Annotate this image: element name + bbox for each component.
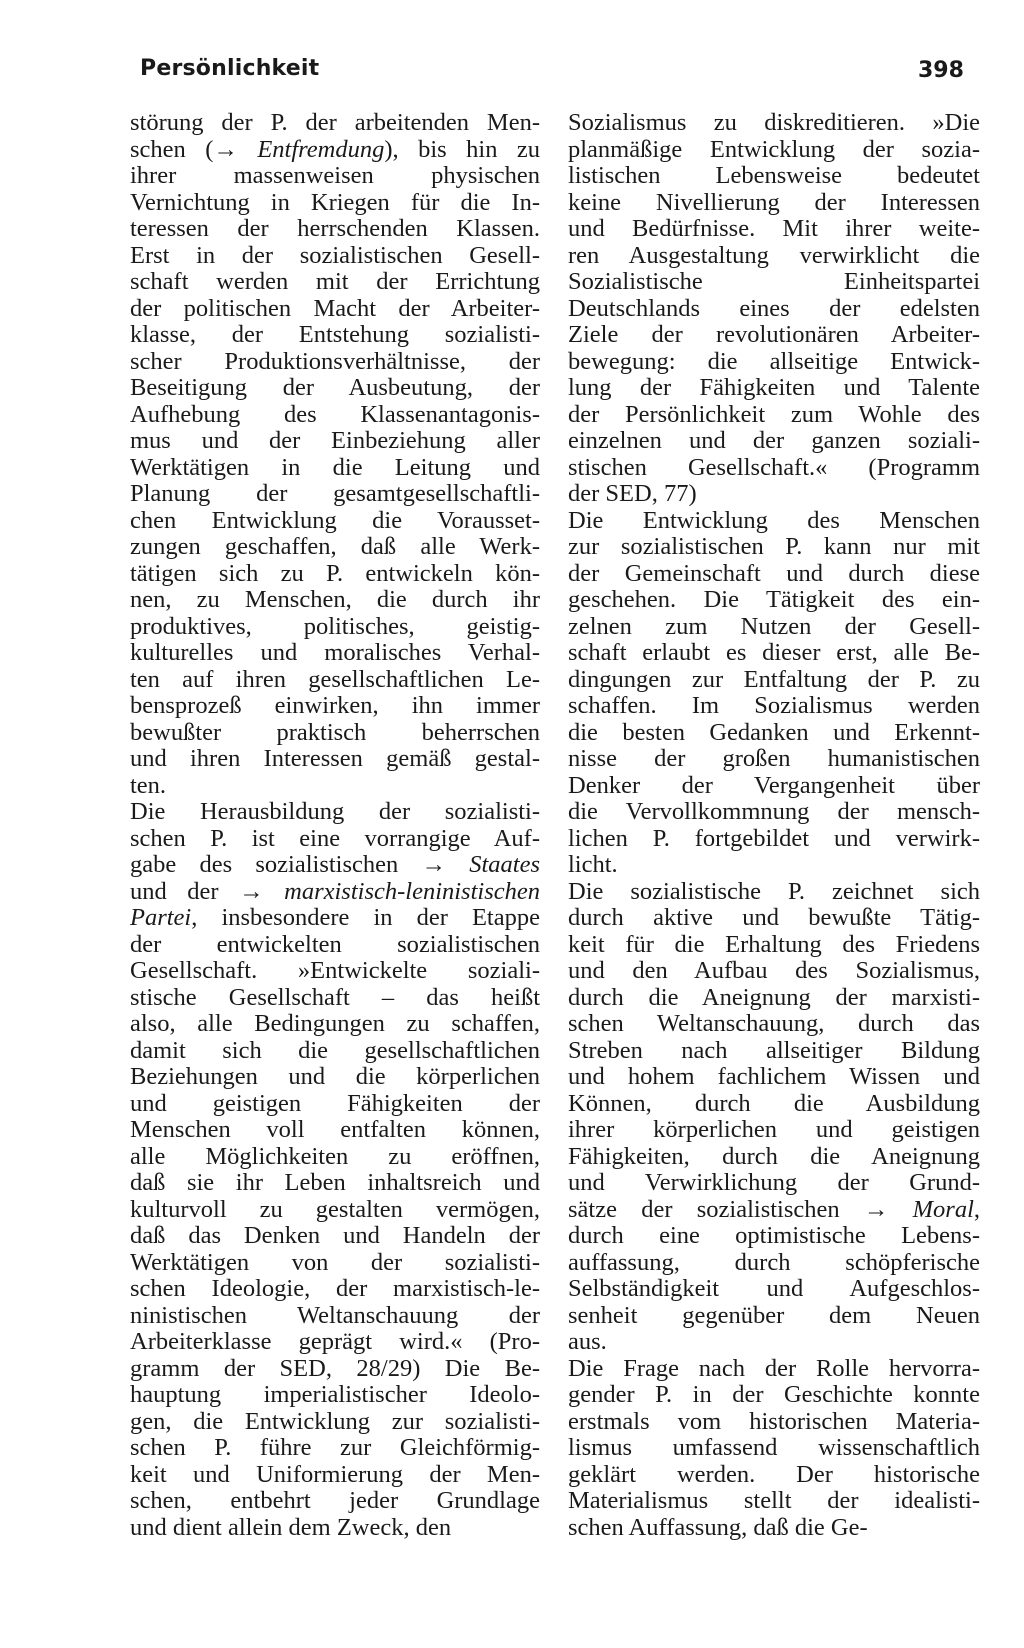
text-line: Deutschlands eines der edelsten: [568, 295, 980, 322]
text-line: die Vervollkommnung der mensch-: [568, 799, 980, 825]
text-line: lung der Fähigkeiten und Talente: [568, 375, 980, 401]
text-line: der politischen Macht der Arbeiter-: [130, 295, 540, 322]
text-line: bewegung: die allseitige Entwick-: [568, 348, 980, 375]
text-line: schen Auffassung, daß die Ge-: [568, 1514, 868, 1541]
text-line: Denker der Vergangenheit über: [568, 772, 980, 799]
text-line: daß sie ihr Leben inhaltsreich und: [130, 1170, 540, 1196]
text-line: scher Produktionsverhältnisse, der: [130, 348, 540, 375]
text-line: geklärt werden. Der historische: [568, 1461, 980, 1488]
text-line: und Verwirklichung der Grund-: [568, 1170, 980, 1196]
text-line: licht.: [568, 852, 618, 878]
text-line: daß das Denken und Handeln der: [130, 1223, 540, 1249]
text-line: also, alle Bedingungen zu schaffen,: [130, 1011, 540, 1037]
text-line: chen Entwicklung die Vorausset-: [130, 507, 540, 534]
text-line: klasse, der Entstehung sozialisti-: [130, 322, 540, 348]
text-line: keit und Uniformierung der Men-: [130, 1461, 540, 1488]
text-line: Aufhebung des Klassenantagonis-: [130, 401, 540, 428]
text-line: kulturelles und moralisches Verhal-: [130, 640, 540, 666]
text-line: Fähigkeiten, durch die Aneignung: [568, 1143, 980, 1170]
text-line: Streben nach allseitiger Bildung: [568, 1037, 980, 1064]
text-line: Materialismus stellt der idealisti-: [568, 1488, 980, 1514]
text-line: durch eine optimistische Lebens-: [568, 1223, 980, 1249]
text-line: stischen Gesellschaft.« (Programm: [568, 454, 980, 481]
text-line: schen P. führe zur Gleichförmig-: [130, 1435, 540, 1461]
text-line: nen, zu Menschen, die durch ihr: [130, 587, 540, 613]
text-line: bensprozeß einwirken, ihn immer: [130, 693, 540, 719]
text-line: Erst in der sozialistischen Gesell-: [130, 242, 540, 269]
text-line: zungen geschaffen, daß alle Werk-: [130, 534, 540, 560]
text-line: störung der P. der arbeitenden Men-: [130, 110, 540, 136]
text-line: auffassung, durch schöpferische: [568, 1249, 980, 1276]
text-line: gramm der SED, 28/29) Die Be-: [130, 1355, 540, 1382]
text-line: Menschen voll entfalten können,: [130, 1117, 540, 1143]
text-line: damit sich die gesellschaftlichen: [130, 1037, 540, 1064]
text-line: gen, die Entwicklung zur sozialisti-: [130, 1408, 540, 1435]
text-line: Planung der gesamtgesellschaftli-: [130, 481, 540, 507]
text-line: Beziehungen und die körperlichen: [130, 1064, 540, 1090]
text-line: gender P. in der Geschichte konnte: [568, 1382, 980, 1408]
text-line: lichen P. fortgebildet und verwirk-: [568, 825, 980, 852]
text-line: alle Möglichkeiten zu eröffnen,: [130, 1143, 540, 1170]
text-line: ren Ausgestaltung verwirklicht die: [568, 242, 980, 269]
text-line: keine Nivellierung der Interessen: [568, 189, 980, 216]
text-line: erstmals vom historischen Materia-: [568, 1408, 980, 1435]
text-line: schen P. ist eine vorrangige Auf-: [130, 825, 540, 852]
text-line: der entwickelten sozialistischen: [130, 931, 540, 958]
text-line: senheit gegenüber dem Neuen: [568, 1302, 980, 1329]
right-text-column: [568, 110, 980, 1541]
text-line: gabe des sozialistischen → Staates: [130, 852, 540, 878]
text-line: mus und der Einbeziehung aller: [130, 428, 540, 454]
text-line: und Bedürfnisse. Mit ihrer weite-: [568, 216, 980, 242]
text-line: lismus umfassend wissenschaftlich: [568, 1435, 980, 1461]
text-line: der Persönlichkeit zum Wohle des: [568, 401, 980, 428]
text-line: geschehen. Die Tätigkeit des ein-: [568, 587, 980, 613]
text-line: Die Frage nach der Rolle hervorra-: [568, 1355, 980, 1382]
text-line: und ihren Interessen gemäß gestal-: [130, 746, 540, 772]
text-line: durch die Aneignung der marxisti-: [568, 984, 980, 1011]
text-line: zur sozialistischen P. kann nur mit: [568, 534, 980, 560]
text-line: Werktätigen in die Leitung und: [130, 454, 540, 481]
text-line: Sozialistische Einheitspartei: [568, 269, 980, 295]
text-line: ten auf ihren gesellschaftlichen Le-: [130, 666, 540, 693]
text-line: ihrer massenweisen physischen: [130, 163, 540, 189]
text-line: listischen Lebensweise bedeutet: [568, 163, 980, 189]
text-line: Werktätigen von der sozialisti-: [130, 1249, 540, 1276]
text-line: schen (→ Entfremdung), bis hin zu: [130, 136, 540, 163]
text-line: einzelnen und der ganzen soziali-: [568, 428, 980, 454]
text-line: Gesellschaft. »Entwickelte soziali-: [130, 958, 540, 984]
text-line: und hohem fachlichem Wissen und: [568, 1064, 980, 1090]
text-line: Die Herausbildung der sozialisti-: [130, 799, 540, 825]
text-line: tätigen sich zu P. entwickeln kön-: [130, 560, 540, 587]
text-line: schaffen. Im Sozialismus werden: [568, 693, 980, 719]
text-line: und dient allein dem Zweck, den: [130, 1514, 452, 1541]
text-line: schen Ideologie, der marxistisch-le-: [130, 1276, 540, 1302]
text-line: der Gemeinschaft und durch diese: [568, 560, 980, 587]
text-line: keit für die Erhaltung des Friedens: [568, 931, 980, 958]
page-header-title: Persönlichkeit: [140, 56, 320, 81]
text-line: schen, entbehrt jeder Grundlage: [130, 1488, 540, 1514]
text-line: nisse der großen humanistischen: [568, 746, 980, 772]
text-line: Die Entwicklung des Menschen: [568, 507, 980, 534]
text-line: schaft werden mit der Errichtung: [130, 269, 540, 295]
text-line: ninistischen Weltanschauung der: [130, 1302, 540, 1329]
text-line: bewußter praktisch beherrschen: [130, 719, 540, 746]
text-line: der SED, 77): [568, 481, 697, 507]
text-line: ten.: [130, 772, 167, 799]
text-line: hauptung imperialistischer Ideolo-: [130, 1382, 540, 1408]
text-line: Ziele der revolutionären Arbeiter-: [568, 322, 980, 348]
text-line: kulturvoll zu gestalten vermögen,: [130, 1196, 540, 1223]
text-line: ihrer körperlichen und geistigen: [568, 1117, 980, 1143]
text-line: und der → marxistisch-leninistischen: [130, 878, 540, 905]
text-line: Arbeiterklasse geprägt wird.« (Pro-: [130, 1329, 540, 1355]
text-line: teressen der herrschenden Klassen.: [130, 216, 540, 242]
text-line: die besten Gedanken und Erkennt-: [568, 719, 980, 746]
text-line: Partei, insbesondere in der Etappe: [130, 905, 540, 931]
page-number: 398: [918, 58, 964, 83]
text-line: stische Gesellschaft – das heißt: [130, 984, 540, 1011]
text-line: Vernichtung in Kriegen für die In-: [130, 189, 540, 216]
text-line: und den Aufbau des Sozialismus,: [568, 958, 980, 984]
text-line: und geistigen Fähigkeiten der: [130, 1090, 540, 1117]
text-line: schen Weltanschauung, durch das: [568, 1011, 980, 1037]
text-line: Selbständigkeit und Aufgeschlos-: [568, 1276, 980, 1302]
text-line: sätze der sozialistischen → Moral,: [568, 1196, 980, 1223]
text-line: planmäßige Entwicklung der sozia-: [568, 136, 980, 163]
text-line: Sozialismus zu diskreditieren. »Die: [568, 110, 980, 136]
text-line: aus.: [568, 1329, 607, 1355]
text-line: Beseitigung der Ausbeutung, der: [130, 375, 540, 401]
left-text-column: [130, 110, 540, 1541]
text-line: Können, durch die Ausbildung: [568, 1090, 980, 1117]
text-line: durch aktive und bewußte Tätig-: [568, 905, 980, 931]
text-line: dingungen zur Entfaltung der P. zu: [568, 666, 980, 693]
text-line: zelnen zum Nutzen der Gesell-: [568, 613, 980, 640]
text-line: produktives, politisches, geistig-: [130, 613, 540, 640]
text-line: schaft erlaubt es dieser erst, alle Be-: [568, 640, 980, 666]
text-line: Die sozialistische P. zeichnet sich: [568, 878, 980, 905]
